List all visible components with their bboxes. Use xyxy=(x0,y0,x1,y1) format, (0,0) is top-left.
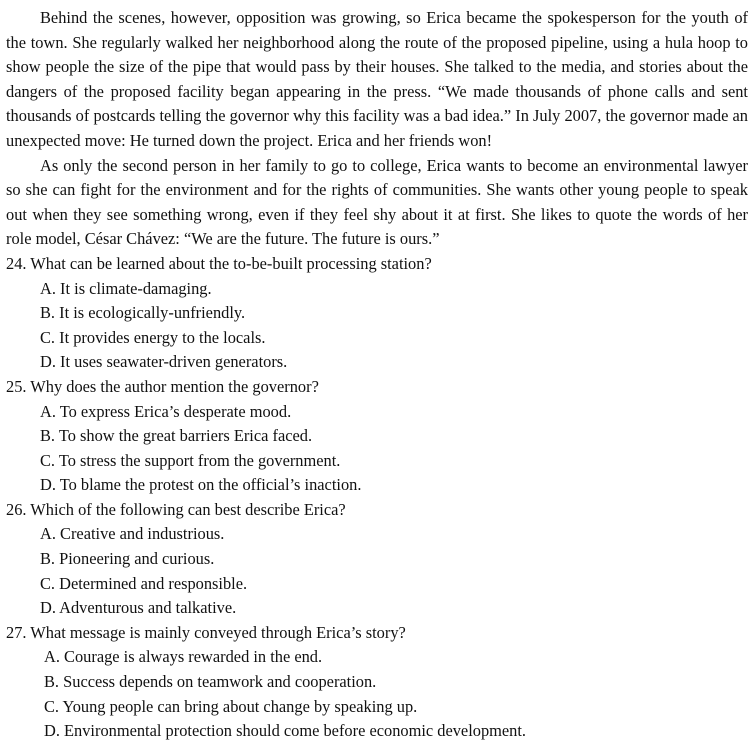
option-a: A. To express Erica’s desperate mood. xyxy=(40,401,292,421)
question-27 xyxy=(6,621,748,744)
option-a: A. It is climate-damaging. xyxy=(40,278,212,298)
passage-paragraph-2: As only the second person in her family to go to college, Erica wants to become an environmental lawyer so she can fight for the environment and for the rights of communities. She wants other young people to speak out when they see something wrong, even if they feel shy about it at first. She likes to quote the words of her role model, César Chávez: “We are the future. The future is ours.” xyxy=(6,155,748,249)
option-d: D. To blame the protest on the official’s inaction. xyxy=(40,475,362,495)
question-options xyxy=(6,400,748,498)
question-24 xyxy=(6,252,748,375)
option-d: D. Environmental protection should come before economic development. xyxy=(44,721,527,741)
question-stem: 27. What message is mainly conveyed through Erica’s story? xyxy=(6,622,406,642)
passage-paragraph-1: Behind the scenes, however, opposition was growing, so Erica became the spokesperson for the youth of the town. She regularly walked her neighborhood along the route of the proposed pipeline, using a hula hoop to show people the size of the pipe that would pass by their houses. She talked to the media, and stories about the dangers of the proposed facility began appearing in the press. “We made thousands of phone calls and sent thousands of postcards telling the governor why this facility was a bad idea.” In July 2007, the governor made an unexpected move: He turned down the project. Erica and her friends won! xyxy=(6,8,748,150)
option-b: B. Pioneering and curious. xyxy=(40,549,215,569)
option-d: D. It uses seawater-driven generators. xyxy=(40,352,288,372)
option-a: A. Creative and industrious. xyxy=(40,524,225,544)
option-c: C. Young people can bring about change by speaking up. xyxy=(44,696,418,716)
option-b: B. To show the great barriers Erica faced. xyxy=(40,426,313,446)
option-d: D. Adventurous and talkative. xyxy=(40,598,237,618)
option-b: B. Success depends on teamwork and cooperation. xyxy=(44,672,377,692)
option-b: B. It is ecologically-unfriendly. xyxy=(40,303,246,323)
option-c: C. It provides energy to the locals. xyxy=(40,327,266,347)
question-25 xyxy=(6,375,748,498)
option-a: A. Courage is always rewarded in the end. xyxy=(44,647,323,667)
question-options xyxy=(6,277,748,375)
question-options xyxy=(6,522,748,620)
option-c: C. Determined and responsible. xyxy=(40,573,248,593)
option-c: C. To stress the support from the government. xyxy=(40,450,341,470)
question-26 xyxy=(6,498,748,621)
question-stem: 24. What can be learned about the to-be-built processing station? xyxy=(6,253,432,273)
question-options xyxy=(6,645,748,743)
question-stem: 26. Which of the following can best describe Erica? xyxy=(6,499,346,519)
question-stem: 25. Why does the author mention the governor? xyxy=(6,376,319,396)
